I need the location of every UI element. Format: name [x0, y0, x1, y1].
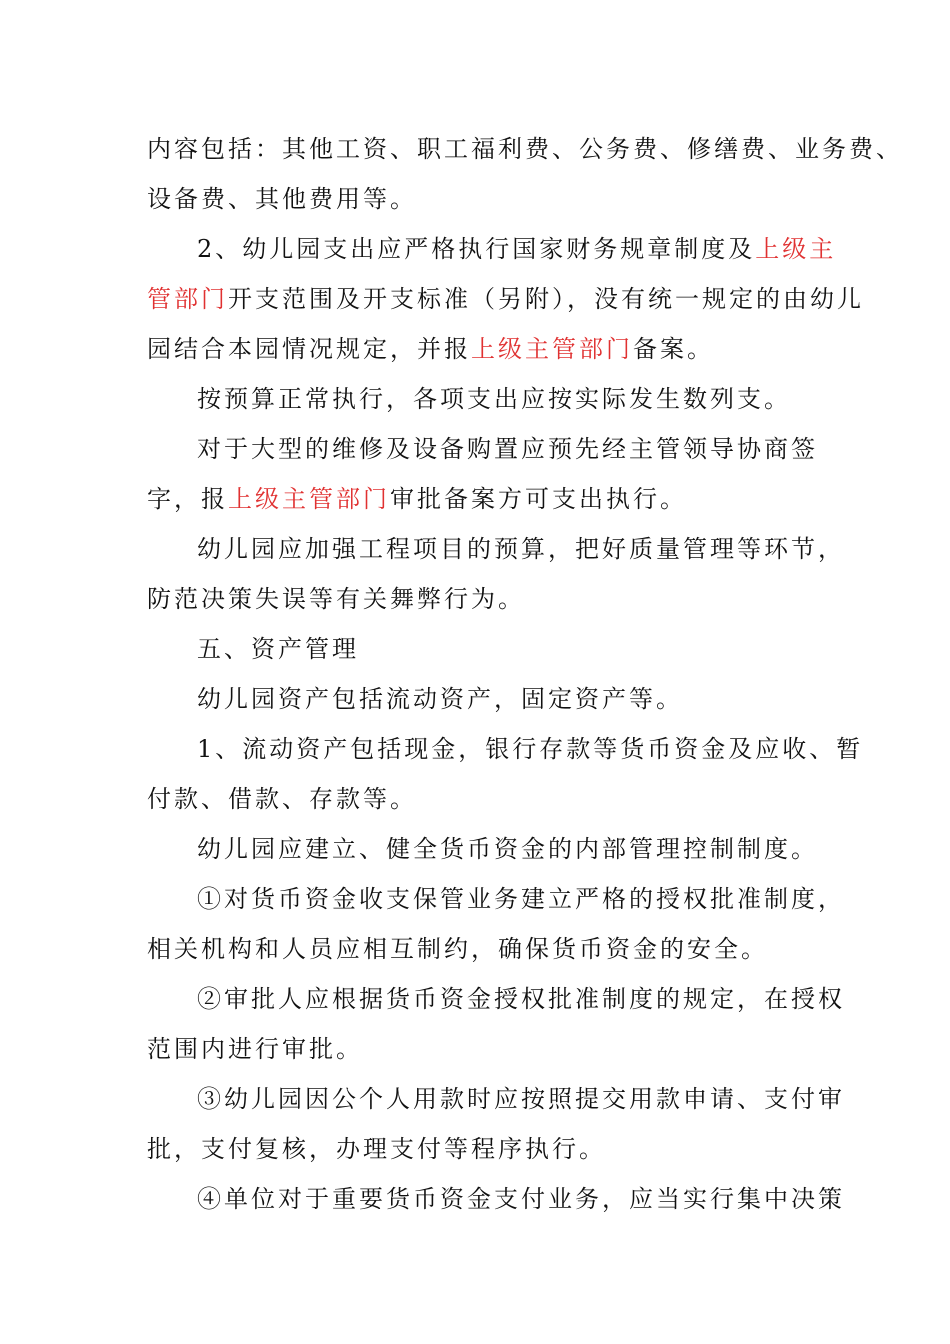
text-line [147, 174, 809, 224]
line-text: 幼儿园应建立、健全货币资金的内部管理控制制度。 [197, 835, 818, 863]
text-line [147, 724, 864, 774]
highlighted-text: 上级主管部门 [471, 335, 633, 363]
text-line [147, 574, 809, 624]
line-text: 字，报 [147, 485, 228, 513]
line-text: 内容包括：其他工资、职工福利费、公务费、修缮费、业务费、 [147, 135, 903, 163]
section-heading [147, 624, 809, 674]
line-text: 批，支付复核，办理支付等程序执行。 [147, 1135, 606, 1163]
line-text: 设备费、其他费用等。 [147, 185, 417, 213]
line-text: ①对货币资金收支保管业务建立严格的授权批准制度， [197, 885, 845, 913]
line-text: 对于大型的维修及设备购置应预先经主管领导协商签 [197, 435, 818, 463]
line-text: 五、资产管理 [197, 635, 359, 663]
line-text: 1、流动资产包括现金，银行存款等货币资金及应收、暂 [197, 735, 864, 763]
line-text: ②审批人应根据货币资金授权批准制度的规定，在授权 [197, 985, 845, 1013]
highlighted-text: 管部门 [147, 285, 228, 313]
text-line [147, 474, 809, 524]
text-line [147, 874, 845, 924]
text-line [147, 124, 903, 174]
line-text: 付款、借款、存款等。 [147, 785, 417, 813]
line-text: 幼儿园应加强工程项目的预算，把好质量管理等环节， [197, 535, 845, 563]
text-line [147, 424, 818, 474]
line-text: 2、幼儿园支出应严格执行国家财务规章制度及 [197, 235, 756, 263]
text-line [147, 774, 809, 824]
text-line [147, 374, 809, 424]
line-text: 范围内进行审批。 [147, 1035, 363, 1063]
line-text: 开支范围及开支标准（另附），没有统一规定的由幼儿 [228, 285, 864, 313]
text-line [147, 824, 818, 874]
line-text: 按预算正常执行，各项支出应按实际发生数列支。 [197, 385, 791, 413]
line-text: 幼儿园资产包括流动资产，固定资产等。 [197, 685, 683, 713]
text-line [147, 1124, 809, 1174]
text-line [147, 274, 864, 324]
text-line [147, 224, 837, 274]
text-line [147, 974, 845, 1024]
line-text: 相关机构和人员应相互制约，确保货币资金的安全。 [147, 935, 768, 963]
text-line [147, 674, 809, 724]
line-text: 审批备案方可支出执行。 [390, 485, 687, 513]
text-line [147, 524, 845, 574]
text-line [147, 1024, 809, 1074]
highlighted-text: 上级主管部门 [228, 485, 390, 513]
document-body [147, 124, 903, 1224]
text-line [147, 324, 809, 374]
line-text: 防范决策失误等有关舞弊行为。 [147, 585, 525, 613]
line-text: ③幼儿园因公个人用款时应按照提交用款申请、支付审 [197, 1085, 845, 1113]
text-line [147, 924, 809, 974]
highlighted-text: 上级主 [755, 235, 837, 263]
line-text: ④单位对于重要货币资金支付业务，应当实行集中决策 [197, 1185, 845, 1213]
line-text: 园结合本园情况规定，并报 [147, 335, 471, 363]
text-line [147, 1074, 845, 1124]
line-text: 备案。 [633, 335, 714, 363]
text-line [147, 1174, 845, 1224]
